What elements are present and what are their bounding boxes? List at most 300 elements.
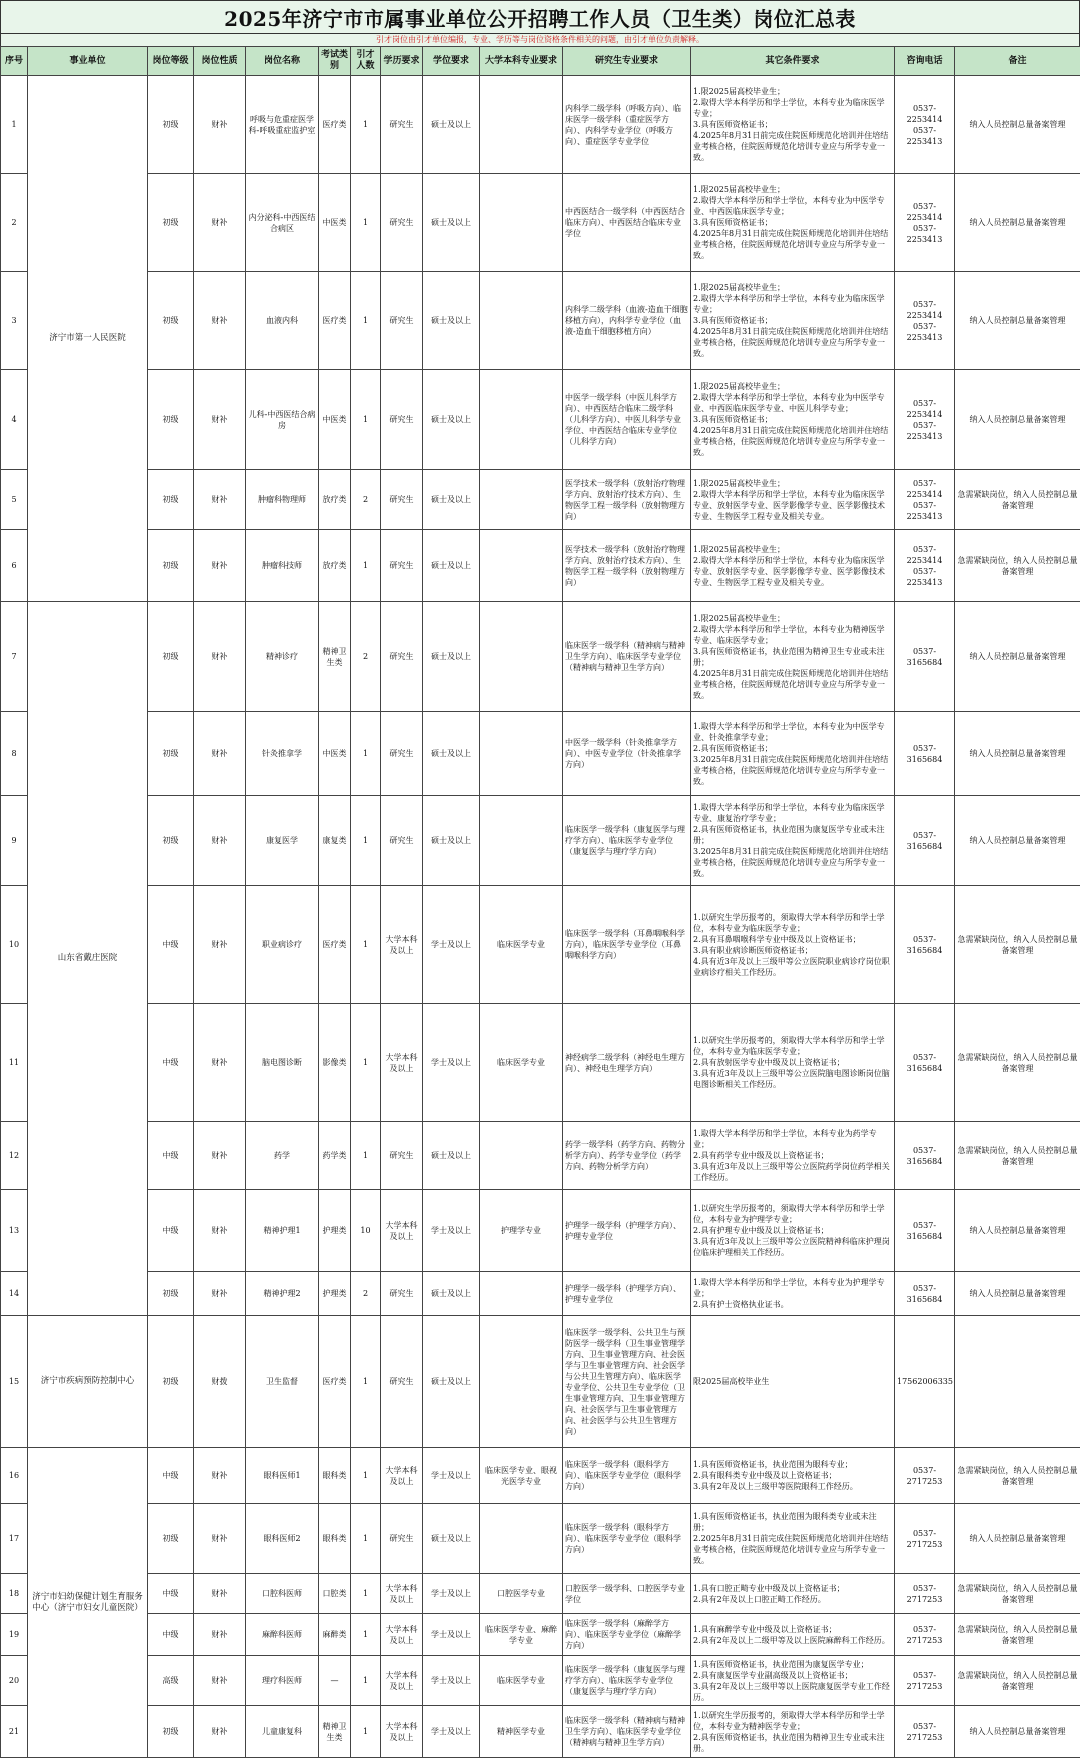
cell-headcount: 1 xyxy=(351,370,381,470)
cell-number: 7 xyxy=(1,602,28,712)
cell-other-conditions: 1.限2025届高校毕业生； 2.取得大学本科学历和学士学位，本科专业为中医学专业、中西医临床医学专业； 3.具有医师资格证书； 4.2025年8月31日前完成住院医师规范化培训并住培结业考核合格，住院医师规范化培训专业应与所学专业一致。 xyxy=(691,174,895,272)
table-row xyxy=(1,1656,1080,1706)
cell-phone: 0537-2717253 xyxy=(895,1504,955,1574)
cell-remark: 急需紧缺岗位，纳入人员控制总量备案管理 xyxy=(955,1448,1080,1504)
cell-level: 初级 xyxy=(148,1272,194,1316)
cell-undergrad-major xyxy=(480,530,563,602)
column-header: 引才人数 xyxy=(351,47,381,76)
cell-employer-unit: 济宁市第一人民医院 xyxy=(28,76,148,602)
cell-employer-unit: 济宁市疾病预防控制中心 xyxy=(28,1316,148,1448)
cell-undergrad-major xyxy=(480,174,563,272)
cell-number: 1 xyxy=(1,76,28,174)
cell-grad-major: 中医学一级学科（针灸推拿学方向）、中医专业学位（针灸推拿学方向） xyxy=(563,712,691,796)
cell-degree: 硕士及以上 xyxy=(423,1122,480,1190)
cell-remark: 纳入人员控制总量备案管理 xyxy=(955,1706,1080,1758)
cell-post-name: 脑电图诊断 xyxy=(246,1004,319,1122)
cell-post-name: 内分泌科-中西医结合病区 xyxy=(246,174,319,272)
cell-exam-type: 医疗类 xyxy=(319,76,351,174)
column-header: 岗位性质 xyxy=(194,47,246,76)
cell-grad-major: 临床医学一级学科（精神病与精神卫生学方向）、临床医学专业学位（精神病与精神卫生学方向） xyxy=(563,1706,691,1758)
cell-exam-type: 放疗类 xyxy=(319,530,351,602)
cell-headcount: 1 xyxy=(351,1316,381,1448)
cell-remark: 急需紧缺岗位，纳入人员控制总量备案管理 xyxy=(955,1656,1080,1706)
cell-phone: 0537-3165684 xyxy=(895,796,955,886)
cell-undergrad-major xyxy=(480,602,563,712)
cell-remark: 急需紧缺岗位，纳入人员控制总量备案管理 xyxy=(955,1574,1080,1614)
cell-nature: 财补 xyxy=(194,796,246,886)
cell-level: 初级 xyxy=(148,174,194,272)
cell-exam-type: 中医类 xyxy=(319,712,351,796)
table-row xyxy=(1,370,1080,470)
cell-nature: 财补 xyxy=(194,174,246,272)
cell-undergrad-major xyxy=(480,76,563,174)
column-header: 序号 xyxy=(1,47,28,76)
cell-phone: 0537-3165684 xyxy=(895,712,955,796)
cell-nature: 财补 xyxy=(194,886,246,1004)
cell-exam-type: 影像类 xyxy=(319,1004,351,1122)
cell-level: 中级 xyxy=(148,1004,194,1122)
cell-headcount: 2 xyxy=(351,470,381,530)
cell-exam-type: 中医类 xyxy=(319,174,351,272)
cell-headcount: 1 xyxy=(351,1004,381,1122)
cell-degree: 硕士及以上 xyxy=(423,1316,480,1448)
cell-employer-unit: 济宁市妇幼保健计划生育服务中心（济宁市妇女儿童医院） xyxy=(28,1448,148,1758)
cell-grad-major: 临床医学一级学科（康复医学与理疗学方向）、临床医学专业学位（康复医学与理疗学方向） xyxy=(563,1656,691,1706)
cell-remark: 纳入人员控制总量备案管理 xyxy=(955,272,1080,370)
cell-grad-major: 临床医学一级学科（眼科学方向）、临床医学专业学位（眼科学方向） xyxy=(563,1504,691,1574)
cell-education: 研究生 xyxy=(381,712,423,796)
cell-nature: 财补 xyxy=(194,1706,246,1758)
cell-other-conditions: 1.以研究生学历报考的，须取得大学本科学历和学士学位，本科专业为临床医学专业； 2.具有放射医学专业中级及以上资格证书； 3.具有近3年及以上三级甲等公立医院脑电图诊断岗位脑电图诊断相关工作经历。 xyxy=(691,1004,895,1122)
cell-education: 大学本科及以上 xyxy=(381,1706,423,1758)
cell-grad-major: 医学技术一级学科（放射治疗物理学方向、放射治疗技术方向）、生物医学工程一级学科（放射物理方向） xyxy=(563,470,691,530)
cell-degree: 学士及以上 xyxy=(423,1004,480,1122)
cell-level: 初级 xyxy=(148,1504,194,1574)
cell-education: 研究生 xyxy=(381,1122,423,1190)
notice-line: 引才岗位由引才单位编报，专业、学历等与岗位资格条件相关的问题，由引才单位负责解释。 xyxy=(0,33,1080,46)
cell-education: 大学本科及以上 xyxy=(381,1004,423,1122)
cell-phone: 0537-2253414 0537-2253413 xyxy=(895,370,955,470)
cell-degree: 学士及以上 xyxy=(423,886,480,1004)
cell-degree: 硕士及以上 xyxy=(423,76,480,174)
cell-undergrad-major xyxy=(480,1272,563,1316)
cell-degree: 硕士及以上 xyxy=(423,272,480,370)
cell-post-name: 精神诊疗 xyxy=(246,602,319,712)
cell-nature: 财补 xyxy=(194,1574,246,1614)
cell-post-name: 血液内科 xyxy=(246,272,319,370)
cell-headcount: 2 xyxy=(351,1272,381,1316)
cell-undergrad-major: 临床医学专业 xyxy=(480,1004,563,1122)
table-row xyxy=(1,1190,1080,1272)
cell-undergrad-major xyxy=(480,470,563,530)
cell-exam-type: 医疗类 xyxy=(319,1316,351,1448)
cell-other-conditions: 1.具有医师资格证书，执业范围为眼科专业； 2.具有眼科类专业中级及以上资格证书； 3.具有2年及以上三级甲等医院眼科工作经历。 xyxy=(691,1448,895,1504)
positions-table xyxy=(0,46,1080,1758)
cell-education: 大学本科及以上 xyxy=(381,1574,423,1614)
cell-exam-type: 眼科类 xyxy=(319,1504,351,1574)
table-row xyxy=(1,1448,1080,1504)
cell-headcount: 1 xyxy=(351,1706,381,1758)
cell-number: 8 xyxy=(1,712,28,796)
table-row xyxy=(1,1122,1080,1190)
cell-remark: 纳入人员控制总量备案管理 xyxy=(955,796,1080,886)
cell-other-conditions: 1.限2025届高校毕业生； 2.取得大学本科学历和学士学位，本科专业为中医学专业、中西医临床医学专业、中医儿科学专业； 3.具有医师资格证书； 4.2025年8月31日前完成住院医师规范化培训并住培结业考核合格，住院医师规范化培训专业应与所学专业一致。 xyxy=(691,370,895,470)
cell-other-conditions: 1.限2025届高校毕业生； 2.取得大学本科学历和学士学位，本科专业为临床医学专业； 3.具有医师资格证书； 4.2025年8月31日前完成住院医师规范化培训并住培结业考核合格，住院医师规范化培训专业应与所学专业一致。 xyxy=(691,272,895,370)
table-body xyxy=(1,76,1080,1758)
cell-degree: 学士及以上 xyxy=(423,1574,480,1614)
cell-post-name: 康复医学 xyxy=(246,796,319,886)
table-row xyxy=(1,796,1080,886)
cell-undergrad-major: 临床医学专业 xyxy=(480,886,563,1004)
cell-education: 研究生 xyxy=(381,796,423,886)
table-row xyxy=(1,1706,1080,1758)
cell-exam-type: 护理类 xyxy=(319,1272,351,1316)
cell-grad-major: 内科学二级学科（血液-造血干细胞移植方向），内科学专业学位（血液-造血干细胞移植方向） xyxy=(563,272,691,370)
cell-exam-type: 口腔类 xyxy=(319,1574,351,1614)
cell-level: 初级 xyxy=(148,470,194,530)
cell-headcount: 1 xyxy=(351,1448,381,1504)
cell-remark: 急需紧缺岗位，纳入人员控制总量备案管理 xyxy=(955,1614,1080,1656)
cell-other-conditions: 1.限2025届高校毕业生； 2.取得大学本科学历和学士学位，本科专业为精神医学专业、临床医学专业； 3.具有医师资格证书，执业范围为精神卫生专业或未注册； 4.2025年8月31日前完成住院医师规范化培训并住培结业考核合格，住院医师规范化培训专业应与所学专业一致。 xyxy=(691,602,895,712)
cell-degree: 硕士及以上 xyxy=(423,796,480,886)
table-row xyxy=(1,76,1080,174)
cell-level: 初级 xyxy=(148,602,194,712)
cell-nature: 财补 xyxy=(194,602,246,712)
table-row xyxy=(1,530,1080,602)
cell-exam-type: 医疗类 xyxy=(319,886,351,1004)
cell-number: 15 xyxy=(1,1316,28,1448)
cell-remark: 急需紧缺岗位，纳入人员控制总量备案管理 xyxy=(955,886,1080,1004)
table-row xyxy=(1,1504,1080,1574)
cell-post-name: 眼科医师2 xyxy=(246,1504,319,1574)
cell-grad-major: 临床医学一级学科（精神病与精神卫生学方向）、临床医学专业学位（精神病与精神卫生学方向） xyxy=(563,602,691,712)
cell-undergrad-major xyxy=(480,1504,563,1574)
cell-number: 11 xyxy=(1,1004,28,1122)
cell-degree: 学士及以上 xyxy=(423,1656,480,1706)
cell-employer-unit: 山东省戴庄医院 xyxy=(28,602,148,1316)
cell-nature: 财补 xyxy=(194,1004,246,1122)
cell-grad-major: 医学技术一级学科（放射治疗物理学方向、放射治疗技术方向）、生物医学工程一级学科（放射物理方向） xyxy=(563,530,691,602)
cell-phone: 0537-2717253 xyxy=(895,1614,955,1656)
cell-remark: 纳入人员控制总量备案管理 xyxy=(955,76,1080,174)
cell-nature: 财补 xyxy=(194,1448,246,1504)
cell-grad-major: 内科学二级学科（呼吸方向）、临床医学一级学科（重症医学方向）、内科学专业学位（呼吸方向）、重症医学专业学位 xyxy=(563,76,691,174)
cell-degree: 硕士及以上 xyxy=(423,1504,480,1574)
cell-exam-type: 麻醉类 xyxy=(319,1614,351,1656)
cell-grad-major: 临床医学一级学科（康复医学与理疗学方向）、临床医学专业学位（康复医学与理疗学方向） xyxy=(563,796,691,886)
cell-other-conditions: 限2025届高校毕业生 xyxy=(691,1316,895,1448)
cell-headcount: 2 xyxy=(351,602,381,712)
column-header: 大学本科专业要求 xyxy=(480,47,563,76)
cell-degree: 硕士及以上 xyxy=(423,530,480,602)
column-header: 研究生专业要求 xyxy=(563,47,691,76)
cell-number: 9 xyxy=(1,796,28,886)
cell-remark: 纳入人员控制总量备案管理 xyxy=(955,1190,1080,1272)
cell-headcount: 10 xyxy=(351,1190,381,1272)
cell-exam-type: 医疗类 xyxy=(319,272,351,370)
cell-headcount: 1 xyxy=(351,1614,381,1656)
cell-phone: 0537-2717253 xyxy=(895,1574,955,1614)
cell-degree: 学士及以上 xyxy=(423,1706,480,1758)
column-header: 其它条件要求 xyxy=(691,47,895,76)
cell-degree: 硕士及以上 xyxy=(423,1272,480,1316)
cell-number: 3 xyxy=(1,272,28,370)
cell-level: 初级 xyxy=(148,76,194,174)
cell-remark: 纳入人员控制总量备案管理 xyxy=(955,1272,1080,1316)
cell-education: 研究生 xyxy=(381,272,423,370)
cell-headcount: 1 xyxy=(351,272,381,370)
cell-level: 中级 xyxy=(148,1190,194,1272)
cell-number: 19 xyxy=(1,1614,28,1656)
cell-number: 18 xyxy=(1,1574,28,1614)
cell-exam-type: — xyxy=(319,1656,351,1706)
cell-post-name: 呼吸与危重症医学科-呼吸重症监护室 xyxy=(246,76,319,174)
cell-number: 14 xyxy=(1,1272,28,1316)
cell-level: 中级 xyxy=(148,1614,194,1656)
cell-post-name: 肿瘤科技师 xyxy=(246,530,319,602)
table-row xyxy=(1,1272,1080,1316)
column-header: 岗位等级 xyxy=(148,47,194,76)
cell-post-name: 理疗科医师 xyxy=(246,1656,319,1706)
table-row xyxy=(1,1004,1080,1122)
cell-exam-type: 精神卫生类 xyxy=(319,1706,351,1758)
cell-number: 20 xyxy=(1,1656,28,1706)
cell-post-name: 精神护理1 xyxy=(246,1190,319,1272)
cell-exam-type: 中医类 xyxy=(319,370,351,470)
cell-education: 大学本科及以上 xyxy=(381,1656,423,1706)
cell-undergrad-major xyxy=(480,272,563,370)
cell-nature: 财补 xyxy=(194,1122,246,1190)
cell-remark: 急需紧缺岗位，纳入人员控制总量备案管理 xyxy=(955,530,1080,602)
cell-post-name: 药学 xyxy=(246,1122,319,1190)
cell-other-conditions: 1.具有麻醉学专业中级及以上资格证书； 2.具有2年及以上二级甲等及以上医院麻醉科工作经历。 xyxy=(691,1614,895,1656)
cell-nature: 财补 xyxy=(194,370,246,470)
cell-grad-major: 中医学一级学科（中医儿科学方向）、中西医结合临床二级学科（儿科学方向）、中医儿科学专业学位、中西医结合临床专业学位（儿科学方向） xyxy=(563,370,691,470)
cell-phone: 0537-2253414 0537-2253413 xyxy=(895,470,955,530)
cell-headcount: 1 xyxy=(351,796,381,886)
cell-phone: 0537-3165684 xyxy=(895,1272,955,1316)
cell-level: 初级 xyxy=(148,1706,194,1758)
cell-education: 研究生 xyxy=(381,370,423,470)
page-title: 2025年济宁市市属事业单位公开招聘工作人员（卫生类）岗位汇总表 xyxy=(0,0,1080,33)
cell-exam-type: 放疗类 xyxy=(319,470,351,530)
cell-undergrad-major xyxy=(480,796,563,886)
column-header: 学历要求 xyxy=(381,47,423,76)
cell-grad-major: 护理学一级学科（护理学方向）、护理专业学位 xyxy=(563,1272,691,1316)
table-row xyxy=(1,886,1080,1004)
cell-undergrad-major: 临床医学专业、眼视光医学专业 xyxy=(480,1448,563,1504)
cell-degree: 学士及以上 xyxy=(423,1190,480,1272)
cell-nature: 财补 xyxy=(194,1504,246,1574)
cell-headcount: 1 xyxy=(351,886,381,1004)
cell-remark: 纳入人员控制总量备案管理 xyxy=(955,712,1080,796)
cell-other-conditions: 1.以研究生学历报考的，须取得大学本科学历和学士学位，本科专业为精神医学专业； 2.具有医师资格证书，执业范围为精神卫生专业或未注册。 xyxy=(691,1706,895,1758)
cell-undergrad-major: 精神医学专业 xyxy=(480,1706,563,1758)
table-row xyxy=(1,602,1080,712)
cell-remark: 急需紧缺岗位，纳入人员控制总量备案管理 xyxy=(955,1004,1080,1122)
cell-education: 大学本科及以上 xyxy=(381,886,423,1004)
cell-phone: 0537-3165684 xyxy=(895,1004,955,1122)
cell-post-name: 精神护理2 xyxy=(246,1272,319,1316)
cell-grad-major: 临床医学一级学科（眼科学方向）、临床医学专业学位（眼科学方向） xyxy=(563,1448,691,1504)
cell-grad-major: 护理学一级学科（护理学方向）、护理专业学位 xyxy=(563,1190,691,1272)
cell-level: 初级 xyxy=(148,370,194,470)
cell-level: 初级 xyxy=(148,1316,194,1448)
cell-nature: 财补 xyxy=(194,1656,246,1706)
cell-phone: 0537-2717253 xyxy=(895,1706,955,1758)
cell-education: 研究生 xyxy=(381,1316,423,1448)
cell-post-name: 卫生监督 xyxy=(246,1316,319,1448)
cell-nature: 财补 xyxy=(194,1614,246,1656)
cell-post-name: 口腔科医师 xyxy=(246,1574,319,1614)
cell-remark: 纳入人员控制总量备案管理 xyxy=(955,174,1080,272)
cell-other-conditions: 1.限2025届高校毕业生； 2.取得大学本科学历和学士学位，本科专业为临床医学专业、放射医学专业、医学影像学专业、医学影像技术专业、生物医学工程专业及相关专业。 xyxy=(691,470,895,530)
cell-number: 4 xyxy=(1,370,28,470)
cell-nature: 财补 xyxy=(194,1272,246,1316)
column-header: 考试类别 xyxy=(319,47,351,76)
column-header: 岗位名称 xyxy=(246,47,319,76)
cell-exam-type: 药学类 xyxy=(319,1122,351,1190)
cell-post-name: 针灸推拿学 xyxy=(246,712,319,796)
cell-education: 研究生 xyxy=(381,174,423,272)
cell-number: 2 xyxy=(1,174,28,272)
column-header: 备注 xyxy=(955,47,1080,76)
cell-education: 大学本科及以上 xyxy=(381,1448,423,1504)
cell-post-name: 肿瘤科物理师 xyxy=(246,470,319,530)
cell-degree: 学士及以上 xyxy=(423,1614,480,1656)
cell-grad-major: 神经病学二级学科（神经电生理方向）、神经电生理学方向） xyxy=(563,1004,691,1122)
cell-education: 研究生 xyxy=(381,1504,423,1574)
cell-exam-type: 护理类 xyxy=(319,1190,351,1272)
cell-number: 5 xyxy=(1,470,28,530)
table-row xyxy=(1,1574,1080,1614)
cell-number: 6 xyxy=(1,530,28,602)
cell-undergrad-major xyxy=(480,1122,563,1190)
cell-number: 17 xyxy=(1,1504,28,1574)
cell-other-conditions: 1.以研究生学历报考的，须取得大学本科学历和学士学位，本科专业为临床医学专业； 2.具有耳鼻咽喉科学专业中级及以上资格证书； 3.具有职业病诊断医师资格证书； 4.具有近3年及以上三级甲等公立医院职业病诊疗岗位职业病诊疗相关工作经历。 xyxy=(691,886,895,1004)
cell-phone: 0537-3165684 xyxy=(895,602,955,712)
cell-phone: 0537-3165684 xyxy=(895,1122,955,1190)
cell-level: 初级 xyxy=(148,272,194,370)
cell-number: 21 xyxy=(1,1706,28,1758)
cell-grad-major: 临床医学一级学科（耳鼻咽喉科学方向），临床医学专业学位（耳鼻咽喉科学方向） xyxy=(563,886,691,1004)
cell-phone: 0537-2717253 xyxy=(895,1448,955,1504)
cell-level: 中级 xyxy=(148,886,194,1004)
cell-remark: 急需紧缺岗位，纳入人员控制总量备案管理 xyxy=(955,470,1080,530)
cell-post-name: 儿科-中西医结合病房 xyxy=(246,370,319,470)
cell-other-conditions: 1.取得大学本科学历和学士学位，本科专业为中医学专业、针灸推拿学专业； 2.具有医师资格证书； 3.2025年8月31日前完成住院医师规范化培训并住培结业考核合格，住院医师规范化培训专业应与所学专业一致。 xyxy=(691,712,895,796)
cell-other-conditions: 1.取得大学本科学历和学士学位，本科专业为药学专业； 2.具有药学专业中级及以上资格证书； 3.具有近3年及以上三级甲等公立医院药学岗位药学相关工作经历。 xyxy=(691,1122,895,1190)
cell-undergrad-major: 临床医学专业、麻醉学专业 xyxy=(480,1614,563,1656)
cell-other-conditions: 1.以研究生学历报考的，须取得大学本科学历和学士学位，本科专业为护理学专业； 2.具有护理专业中级及以上资格证书； 3.具有近3年及以上三级甲等公立医院精神科临床护理岗位临床护理相关工作经历。 xyxy=(691,1190,895,1272)
cell-number: 12 xyxy=(1,1122,28,1190)
cell-education: 研究生 xyxy=(381,76,423,174)
header-row xyxy=(1,47,1080,76)
cell-exam-type: 眼科类 xyxy=(319,1448,351,1504)
cell-other-conditions: 1.具有医师资格证书，执业范围为康复医学专业； 2.具有康复医学专业副高级及以上资格证书； 3.具有2年及以上三级甲等以上医院康复医学专业工作经历。 xyxy=(691,1656,895,1706)
cell-headcount: 1 xyxy=(351,530,381,602)
cell-grad-major: 中西医结合一级学科（中西医结合临床方向）、中西医结合临床专业学位 xyxy=(563,174,691,272)
cell-education: 大学本科及以上 xyxy=(381,1614,423,1656)
cell-exam-type: 康复类 xyxy=(319,796,351,886)
cell-post-name: 儿童康复科 xyxy=(246,1706,319,1758)
cell-degree: 硕士及以上 xyxy=(423,470,480,530)
table-row xyxy=(1,712,1080,796)
cell-education: 研究生 xyxy=(381,602,423,712)
cell-level: 中级 xyxy=(148,1574,194,1614)
cell-headcount: 1 xyxy=(351,1122,381,1190)
cell-level: 初级 xyxy=(148,530,194,602)
cell-degree: 硕士及以上 xyxy=(423,712,480,796)
cell-grad-major: 口腔医学一级学科、口腔医学专业学位 xyxy=(563,1574,691,1614)
cell-post-name: 麻醉科医师 xyxy=(246,1614,319,1656)
cell-remark xyxy=(955,1316,1080,1448)
cell-post-name: 眼科医师1 xyxy=(246,1448,319,1504)
cell-headcount: 1 xyxy=(351,1656,381,1706)
cell-phone: 17562006335 xyxy=(895,1316,955,1448)
cell-other-conditions: 1.具有医师资格证书，执业范围为眼科类专业或未注册； 2.2025年8月31日前完成住院医师规范化培训并住培结业考核合格，住院医师规范化培训专业应与所学专业一致。 xyxy=(691,1504,895,1574)
column-header: 事业单位 xyxy=(28,47,148,76)
cell-grad-major: 临床医学一级学科（麻醉学方向）、临床医学专业学位（麻醉学方向） xyxy=(563,1614,691,1656)
cell-number: 10 xyxy=(1,886,28,1004)
cell-nature: 财拨 xyxy=(194,1316,246,1448)
cell-phone: 0537-3165684 xyxy=(895,886,955,1004)
cell-degree: 硕士及以上 xyxy=(423,174,480,272)
cell-nature: 财补 xyxy=(194,712,246,796)
cell-undergrad-major: 临床医学专业 xyxy=(480,1656,563,1706)
table-row xyxy=(1,174,1080,272)
cell-grad-major: 临床医学一级学科、公共卫生与预防医学一级学科（卫生事业管理学方向、卫生事业管理方向、社会医学与卫生事业管理方向、社会医学与公共卫生管理方向）、临床医学专业学位、公共卫生专业学位（卫生事业管理方向、卫生事业管理方向、社会医学与卫生事业管理方向、社会医学与公共卫生管理方向） xyxy=(563,1316,691,1448)
table-row xyxy=(1,1614,1080,1656)
cell-nature: 财补 xyxy=(194,76,246,174)
cell-remark: 急需紧缺岗位，纳入人员控制总量备案管理 xyxy=(955,1122,1080,1190)
cell-phone: 0537-2253414 0537-2253413 xyxy=(895,530,955,602)
cell-remark: 纳入人员控制总量备案管理 xyxy=(955,1504,1080,1574)
cell-education: 研究生 xyxy=(381,530,423,602)
cell-other-conditions: 1.限2025届高校毕业生； 2.取得大学本科学历和学士学位，本科专业为临床医学专业； 3.具有医师资格证书； 4.2025年8月31日前完成住院医师规范化培训并住培结业考核合格，住院医师规范化培训专业应与所学专业一致。 xyxy=(691,76,895,174)
cell-post-name: 职业病诊疗 xyxy=(246,886,319,1004)
cell-undergrad-major xyxy=(480,712,563,796)
cell-nature: 财补 xyxy=(194,530,246,602)
table-row xyxy=(1,470,1080,530)
cell-undergrad-major: 口腔医学专业 xyxy=(480,1574,563,1614)
cell-remark: 纳入人员控制总量备案管理 xyxy=(955,602,1080,712)
cell-degree: 硕士及以上 xyxy=(423,370,480,470)
cell-education: 大学本科及以上 xyxy=(381,1190,423,1272)
cell-undergrad-major xyxy=(480,1316,563,1448)
cell-level: 高级 xyxy=(148,1656,194,1706)
cell-level: 中级 xyxy=(148,1448,194,1504)
cell-level: 中级 xyxy=(148,1122,194,1190)
cell-other-conditions: 1.取得大学本科学历和学士学位，本科专业为临床医学专业、康复治疗学专业； 2.具有医师资格证书，执业范围为康复医学专业或未注册； 3.2025年8月31日前完成住院医师规范化培训并住培结业考核合格，住院医师规范化培训专业应与所学专业一致。 xyxy=(691,796,895,886)
cell-phone: 0537-2253414 0537-2253413 xyxy=(895,76,955,174)
cell-level: 初级 xyxy=(148,796,194,886)
cell-degree: 学士及以上 xyxy=(423,1448,480,1504)
cell-headcount: 1 xyxy=(351,712,381,796)
cell-other-conditions: 1.取得大学本科学历和学士学位，本科专业为护理学专业； 2.具有护士资格执业证书。 xyxy=(691,1272,895,1316)
cell-education: 研究生 xyxy=(381,470,423,530)
cell-other-conditions: 1.具有口腔正畸专业中级及以上资格证书； 2.具有2年及以上口腔正畸工作经历。 xyxy=(691,1574,895,1614)
cell-grad-major: 药学一级学科（药学方向、药物分析学方向）、药学专业学位（药学方向、药物分析学方向） xyxy=(563,1122,691,1190)
cell-exam-type: 精神卫生类 xyxy=(319,602,351,712)
cell-phone: 0537-2717253 xyxy=(895,1656,955,1706)
cell-undergrad-major: 护理学专业 xyxy=(480,1190,563,1272)
column-header: 学位要求 xyxy=(423,47,480,76)
cell-nature: 财补 xyxy=(194,1190,246,1272)
cell-remark: 纳入人员控制总量备案管理 xyxy=(955,370,1080,470)
cell-degree: 硕士及以上 xyxy=(423,602,480,712)
cell-education: 研究生 xyxy=(381,1272,423,1316)
